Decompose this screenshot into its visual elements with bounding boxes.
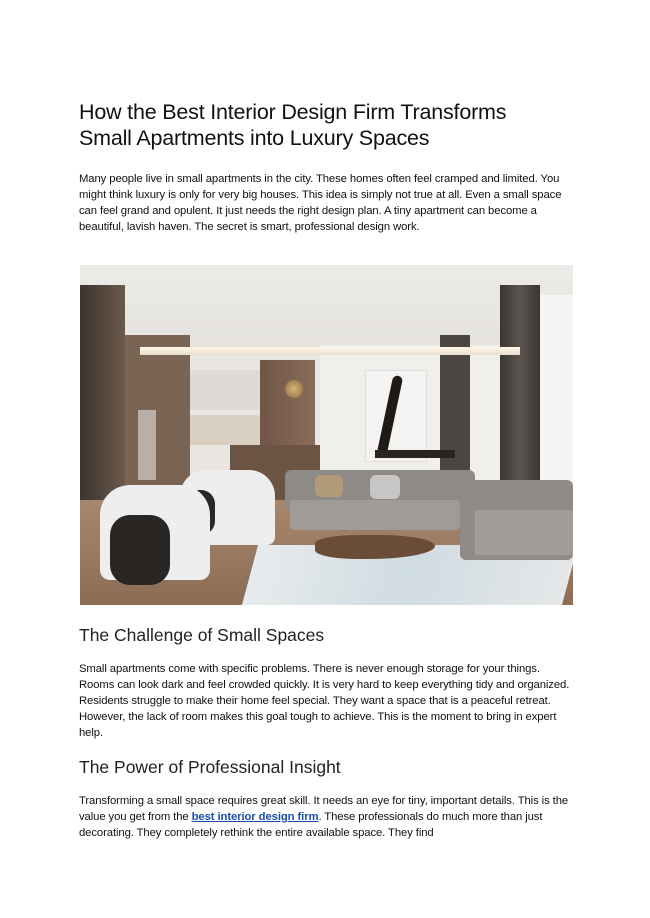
intro-paragraph: Many people live in small apartments in the city. These homes often feel cramped and limited. You might think luxury is only for very big houses. This idea is simply not true at all. Even a small space can feel grand and opulent. It just needs the right design plan. A tiny apartment can become a beautiful, lavish haven. The secret is smart, professional design work. <box>79 173 562 233</box>
armchair-back <box>110 515 170 585</box>
insight-text-before-link: Transforming a small space requires great skill. It needs an eye for tiny, important details. This is the value you get from the <box>79 795 569 823</box>
ceiling-light-strip <box>140 347 520 355</box>
section-heading-challenge: The Challenge of Small Spaces <box>79 625 325 645</box>
pillow <box>370 475 400 499</box>
article-title-line-1: How the Best Interior Design Firm Transforms <box>79 100 507 124</box>
oven <box>138 410 156 480</box>
section-heading-insight: The Power of Professional Insight <box>79 757 341 777</box>
article-title <box>79 99 579 151</box>
dining-table <box>375 450 455 458</box>
sectional-seat <box>475 510 573 555</box>
hero-image <box>80 265 573 605</box>
section-body-challenge: Small apartments come with specific problems. There is never enough storage for your things. Rooms can look dark and feel crowded quickly. It is very hard to keep everything tidy and organized. Residents struggle to make their home feel special. They want a space that is a peaceful retreat. However, the lack of room makes this goal tough to achieve. This is the moment to bring in expert help. <box>79 663 570 739</box>
pendant-lamp <box>285 380 303 398</box>
sofa-seat <box>290 500 460 530</box>
kitchen-cabinets <box>180 370 270 410</box>
insight-text-after-link: . These professionals do much more than just decorating. They completely rethink the entire available space. They find <box>79 811 543 839</box>
section-body-insight <box>79 793 574 841</box>
article-title-line-2: Small Apartments into Luxury Spaces <box>79 126 430 150</box>
best-interior-design-firm-link[interactable]: best interior design firm <box>191 811 319 823</box>
pillow <box>315 475 343 497</box>
